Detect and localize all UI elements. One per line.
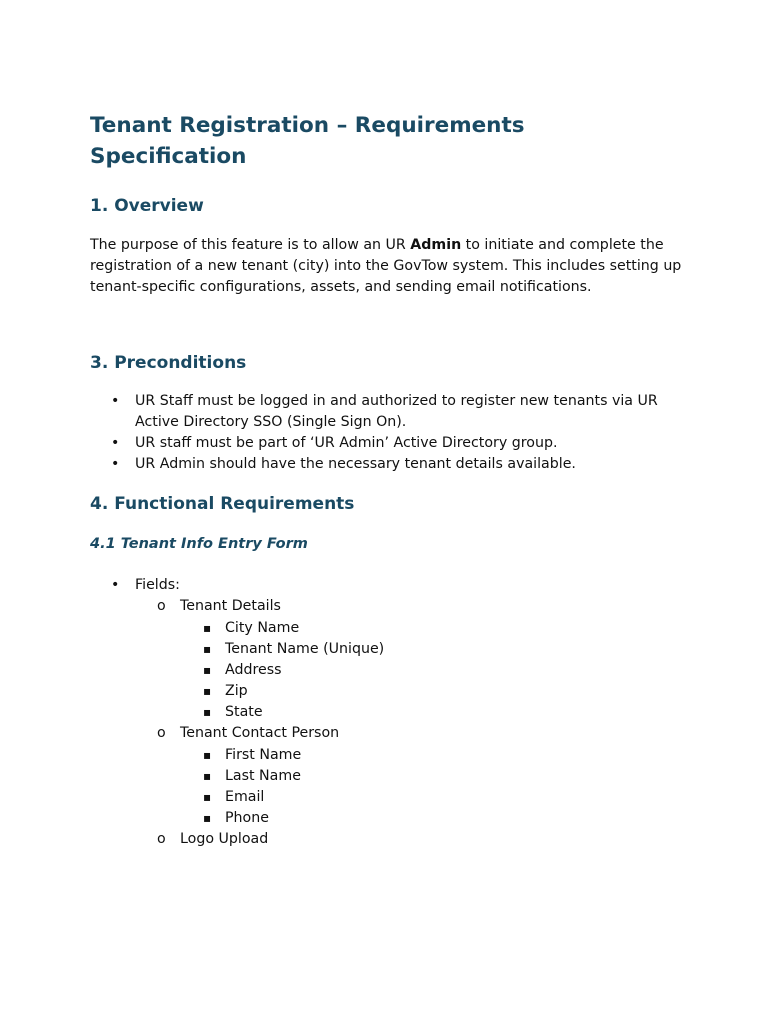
fields-list [90,575,690,850]
circle-marker: o [157,831,166,847]
fields-label: Fields: [135,577,180,593]
field-item [90,660,690,681]
field-item [90,766,690,787]
bullet-marker: • [111,393,120,409]
square-marker: ▪ [203,811,212,825]
field-item [90,639,690,660]
overview-text-before: The purpose of this feature is to allow an UR [90,237,411,253]
field-text: City Name [225,620,300,636]
square-marker: ▪ [203,663,212,677]
square-marker: ▪ [203,790,212,804]
document-title-line1: Tenant Registration – Requirements [90,113,525,138]
field-group-label: Logo Upload [180,831,269,847]
field-item [90,702,690,723]
field-text: State [225,704,263,720]
bullet-marker: • [111,456,120,472]
overview-text-after: to initiate and complete the registration of a new tenant (city) into the GovTow system. This includes setting up tenant-specific configurations, assets, and sending email notifications. [90,237,682,295]
document-title [90,110,690,172]
precondition-item [90,454,690,475]
square-marker: ▪ [203,769,212,783]
field-item [90,808,690,829]
field-groups-list [135,596,690,850]
circle-marker: o [157,598,166,614]
precondition-text: UR Staff must be logged in and authorized to register new tenants via UR Active Directory SSO (Single Sign On). [135,393,658,430]
field-text: First Name [225,747,302,763]
field-item [90,681,690,702]
square-marker: ▪ [203,705,212,719]
field-text: Tenant Name (Unique) [225,641,385,657]
field-text: Zip [225,683,248,699]
bullet-marker: • [111,577,120,593]
precondition-text: UR staff must be part of ‘UR Admin’ Active Directory group. [135,435,558,451]
overview-paragraph [90,235,690,298]
square-marker: ▪ [203,684,212,698]
tenant-info-subheading: 4.1 Tenant Info Entry Form [90,536,308,552]
field-text: Phone [225,810,269,826]
circle-marker: o [157,725,166,741]
precondition-text: UR Admin should have the necessary tenant details available. [135,456,576,472]
preconditions-list [90,391,690,475]
square-marker: ▪ [203,621,212,635]
square-marker: ▪ [203,748,212,762]
field-text: Email [225,789,265,805]
document-title-line2: Specification [90,144,247,169]
tenant-details-fields [180,618,690,723]
bullet-marker: • [111,435,120,451]
field-group-label: Tenant Contact Person [180,725,340,741]
field-group-label: Tenant Details [180,598,281,614]
fields-item [90,575,690,850]
overview-text-bold: Admin [410,237,462,253]
overview-heading: 1. Overview [90,196,204,216]
field-item [90,618,690,639]
square-marker: ▪ [203,642,212,656]
field-text: Last Name [225,768,301,784]
field-item [90,745,690,766]
field-group-contact-person [90,723,690,829]
functional-heading: 4. Functional Requirements [90,494,355,514]
document-page [90,110,690,850]
precondition-item [90,391,690,433]
contact-person-fields [180,745,690,829]
preconditions-heading: 3. Preconditions [90,353,247,373]
field-group-tenant-details [90,596,690,723]
field-group-logo-upload [90,829,690,850]
field-text: Address [225,662,282,678]
precondition-item [90,433,690,454]
field-item [90,787,690,808]
